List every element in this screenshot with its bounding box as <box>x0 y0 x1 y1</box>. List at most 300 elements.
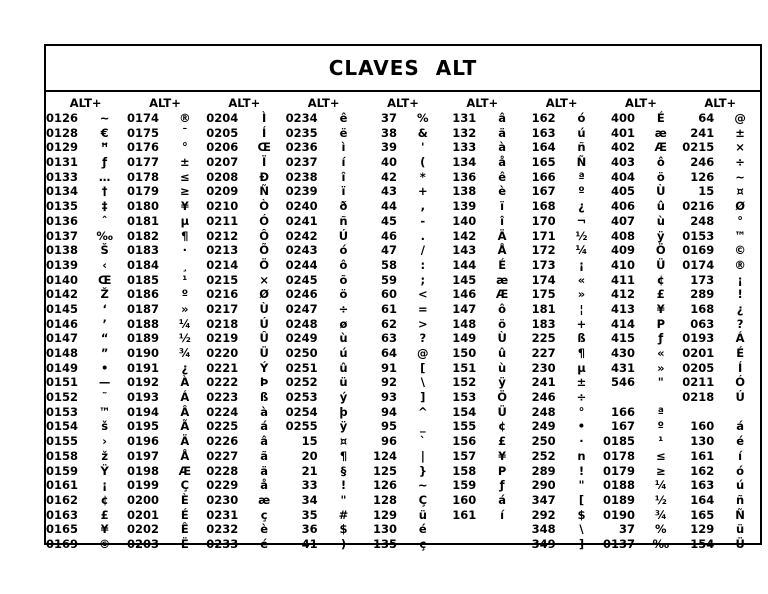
alt-code-number: 174 <box>531 272 556 287</box>
alt-code-character: Ã <box>180 419 190 434</box>
alt-code-character: P <box>497 463 507 478</box>
alt-code-number: 0216 <box>682 199 715 214</box>
alt-code-row <box>363 464 442 479</box>
alt-code-number: 0244 <box>285 257 318 272</box>
alt-code-row <box>284 449 363 464</box>
alt-code-row <box>601 317 680 332</box>
alt-code-row <box>601 302 680 317</box>
alt-code-character: ° <box>181 140 188 155</box>
alt-code-character: , <box>420 199 425 214</box>
alt-code-character: ‰ <box>652 536 670 551</box>
alt-code-character: ö <box>656 169 665 184</box>
alt-code-number: 406 <box>610 199 635 214</box>
alt-code-character: ÷ <box>735 155 745 170</box>
alt-code-row <box>443 331 522 346</box>
alt-code-number: 0213 <box>206 243 239 258</box>
alt-code-character: ~ <box>99 111 110 125</box>
alt-code-row <box>601 331 680 346</box>
alt-code-character: ¶ <box>577 346 586 360</box>
alt-code-character: ½ <box>654 492 667 507</box>
alt-code-character: ï <box>341 184 346 199</box>
alt-code-row <box>681 155 760 170</box>
alt-code-row <box>46 126 125 141</box>
alt-code-character: > <box>417 316 428 331</box>
alt-code-character: á <box>736 419 744 434</box>
alt-code-number: 160 <box>690 419 715 434</box>
alt-code-number: 0225 <box>206 419 239 434</box>
alt-code-number: 161 <box>452 507 477 522</box>
alt-code-number: 249 <box>531 419 556 434</box>
alt-code-row <box>125 419 204 434</box>
alt-code-row <box>363 478 442 493</box>
alt-code-number: 0214 <box>206 257 239 272</box>
alt-code-number: 0137 <box>602 536 635 551</box>
alt-code-character: Ó <box>735 375 745 390</box>
alt-code-number: 250 <box>531 434 556 449</box>
alt-code-row <box>522 434 601 449</box>
alt-code-character: ¥ <box>498 448 507 463</box>
alt-code-number: 145 <box>452 272 477 287</box>
alt-code-number: 164 <box>690 492 715 507</box>
alt-code-character: å <box>498 155 507 170</box>
alt-code-character: + <box>417 184 428 199</box>
alt-code-row <box>125 434 204 449</box>
alt-code-number: 154 <box>452 404 477 419</box>
alt-code-character: ª <box>657 404 665 419</box>
alt-code-row <box>125 155 204 170</box>
alt-code-row <box>443 214 522 229</box>
alt-code-character: Å <box>497 243 507 258</box>
alt-code-character: Ü <box>259 346 269 360</box>
alt-code-character: ‡ <box>101 199 108 214</box>
alt-code-row <box>46 478 125 493</box>
alt-code-number: 129 <box>372 507 397 522</box>
alt-code-row <box>681 331 760 346</box>
alt-code-number: 230 <box>531 360 556 375</box>
alt-code-character: Ù <box>656 184 666 199</box>
alt-code-row <box>443 273 522 288</box>
alt-code-row <box>601 434 680 449</box>
alt-code-character: ¼ <box>654 478 667 493</box>
alt-code-row <box>443 229 522 244</box>
alt-code-row <box>443 287 522 302</box>
alt-code-character: ^ <box>417 404 428 419</box>
alt-code-row <box>205 331 284 346</box>
alt-code-number: 0234 <box>285 111 318 125</box>
alt-code-row <box>205 273 284 288</box>
alt-code-number: 0142 <box>46 287 79 302</box>
alt-code-character: ¥ <box>100 522 109 537</box>
alt-code-number: 0182 <box>126 228 159 243</box>
alt-code-row <box>363 229 442 244</box>
alt-code-character: Í <box>737 360 743 375</box>
alt-code-row <box>125 258 204 273</box>
alt-code-row <box>46 405 125 420</box>
alt-code-row <box>205 508 284 523</box>
alt-code-number: 162 <box>690 463 715 478</box>
alt-code-number: 348 <box>531 522 556 537</box>
alt-code-number: 0218 <box>682 390 715 405</box>
alt-code-character: ¤ <box>736 184 744 199</box>
alt-code-character: Ü <box>497 404 507 419</box>
alt-code-number: 225 <box>531 331 556 346</box>
alt-code-number: 0226 <box>206 434 239 449</box>
alt-code-row <box>681 273 760 288</box>
alt-code-row <box>601 346 680 361</box>
alt-code-character: Ï <box>262 155 267 170</box>
alt-code-row <box>601 493 680 508</box>
alt-code-character: ñ <box>736 492 745 507</box>
alt-code-character: ç <box>260 507 268 522</box>
alt-code-number: 130 <box>690 434 715 449</box>
alt-code-number: 143 <box>452 243 477 258</box>
alt-code-number: 139 <box>452 199 477 214</box>
alt-code-character: ý <box>339 390 348 405</box>
alt-code-number: 0207 <box>206 155 239 170</box>
alt-code-row <box>284 140 363 155</box>
alt-code-number: 34 <box>301 492 318 507</box>
alt-code-character: É <box>180 507 189 522</box>
alt-code-row <box>284 478 363 493</box>
alt-code-number: 166 <box>610 404 635 419</box>
alt-code-row <box>46 317 125 332</box>
alt-code-character: } <box>418 463 427 478</box>
alt-code-row <box>681 317 760 332</box>
alt-code-number: 167 <box>531 184 556 199</box>
alt-code-number: 42 <box>380 169 397 184</box>
alt-code-character: n <box>577 448 586 463</box>
alt-code-character: ™ <box>98 404 111 419</box>
alt-code-character: “ <box>100 331 109 346</box>
alt-code-character: « <box>657 346 665 360</box>
alt-code-row <box>522 111 601 126</box>
alt-code-number: 403 <box>610 155 635 170</box>
alt-code-number: 430 <box>610 346 635 360</box>
alt-code-character: ù <box>339 331 348 346</box>
alt-code-character: [ <box>420 360 426 375</box>
alt-code-character: ƒ <box>102 155 108 170</box>
alt-code-character: ú <box>736 478 745 493</box>
alt-code-number: 64 <box>380 346 397 360</box>
alt-code-row <box>46 464 125 479</box>
alt-code-number: 0149 <box>46 360 79 375</box>
alt-code-character: ø <box>339 316 348 331</box>
alt-code-character: & <box>417 125 428 140</box>
alt-code-character: ó <box>736 463 745 478</box>
alt-code-number: 0250 <box>285 346 318 360</box>
alt-code-row <box>522 229 601 244</box>
alt-code-character: ? <box>419 331 427 346</box>
alt-code-row <box>46 419 125 434</box>
alt-code-character: Ù <box>497 331 507 346</box>
alt-code-row <box>681 287 760 302</box>
alt-code-row <box>284 419 363 434</box>
alt-code-character: ¡ <box>737 272 743 287</box>
alt-code-number <box>681 405 721 420</box>
alt-code-number: 20 <box>301 448 318 463</box>
alt-code-row <box>522 419 601 434</box>
alt-code-character: × <box>735 140 745 155</box>
alt-code-row <box>601 522 680 537</box>
alt-code-character: ì <box>341 140 346 155</box>
alt-code-number: 414 <box>610 316 635 331</box>
alt-code-row <box>601 478 680 493</box>
alt-code-character: ö <box>498 316 507 331</box>
alt-code-number: 0236 <box>285 140 318 155</box>
alt-code-row <box>443 258 522 273</box>
alt-code-row <box>522 126 601 141</box>
alt-code-row <box>205 170 284 185</box>
alt-code-character: Å <box>180 448 190 463</box>
alt-code-number: 0129 <box>46 140 79 155</box>
alt-code-number <box>601 390 641 405</box>
alt-code-row <box>681 508 760 523</box>
alt-code-number: 0174 <box>126 111 159 125</box>
alt-code-row <box>443 140 522 155</box>
alt-code-number: 248 <box>531 404 556 419</box>
alt-code-character: ö <box>339 287 348 302</box>
alt-code-character: ¡ <box>578 257 585 272</box>
alt-code-number: 162 <box>531 111 556 125</box>
alt-code-row <box>125 273 204 288</box>
alt-code-row <box>443 464 522 479</box>
alt-code-character: Ú <box>735 390 745 405</box>
alt-code-row <box>205 419 284 434</box>
alt-code-row <box>284 155 363 170</box>
alt-code-character: ' <box>421 140 425 155</box>
alt-code-character: ¢ <box>498 419 507 434</box>
alt-code-row <box>284 258 363 273</box>
alt-code-row <box>443 390 522 405</box>
alt-code-number: 159 <box>452 478 477 493</box>
alt-code-row <box>125 390 204 405</box>
alt-code-row <box>205 522 284 537</box>
alt-code-character: * <box>419 169 426 184</box>
alt-code-row <box>681 434 760 449</box>
alt-code-character: ñ <box>339 213 348 228</box>
alt-code-character: Ñ <box>735 507 745 522</box>
alt-code-number: 0158 <box>46 448 79 463</box>
alt-code-character: ¾ <box>178 346 191 360</box>
alt-code-number: 125 <box>372 463 397 478</box>
alt-code-row <box>205 199 284 214</box>
alt-code-number: 0232 <box>206 522 239 537</box>
alt-code-character: ð <box>339 199 348 214</box>
alt-code-number: 412 <box>610 287 635 302</box>
alt-code-character: ! <box>737 287 743 302</box>
column-header: ALT+ <box>149 96 181 110</box>
alt-code-column <box>443 96 522 552</box>
alt-code-number: 168 <box>690 301 715 316</box>
alt-code-number: 135 <box>372 536 397 551</box>
alt-code-number: 0233 <box>206 536 239 551</box>
alt-code-character: ≤ <box>655 448 666 463</box>
alt-code-columns <box>46 92 760 552</box>
alt-code-number: 0136 <box>46 213 79 228</box>
alt-code-number: 0227 <box>206 448 239 463</box>
alt-code-number: 0174 <box>682 257 715 272</box>
alt-code-row <box>363 155 442 170</box>
alt-code-number: 0191 <box>126 360 159 375</box>
alt-code-character: [ <box>578 492 585 507</box>
alt-code-row <box>522 508 601 523</box>
alt-code-number: 0211 <box>682 375 715 390</box>
alt-code-row <box>443 478 522 493</box>
alt-code-row <box>46 111 125 126</box>
alt-code-row <box>205 111 284 126</box>
alt-code-character: è <box>498 184 507 199</box>
alt-code-number: 0247 <box>285 301 318 316</box>
alt-code-row <box>125 522 204 537</box>
alt-code-row <box>681 537 760 552</box>
alt-code-number: 227 <box>531 346 556 360</box>
column-header: ALT+ <box>387 96 419 110</box>
alt-code-number: 15 <box>698 184 715 199</box>
alt-code-number: 241 <box>690 125 715 140</box>
alt-code-row <box>681 375 760 390</box>
alt-code-row <box>363 493 442 508</box>
alt-code-character: ó <box>339 243 348 258</box>
alt-code-number: 0204 <box>206 111 239 125</box>
alt-code-number: 156 <box>452 434 477 449</box>
alt-code-character: º <box>578 184 585 199</box>
alt-code-number: 0152 <box>46 390 79 405</box>
alt-code-row <box>363 375 442 390</box>
alt-code-character: Ÿ <box>100 463 109 478</box>
alt-code-character: ¿ <box>181 360 189 375</box>
alt-code-number: 289 <box>690 287 715 302</box>
alt-code-character: É <box>656 111 665 125</box>
alt-code-row <box>522 449 601 464</box>
alt-code-character: @ <box>734 111 746 125</box>
alt-code-row <box>522 361 601 376</box>
alt-code-row <box>205 449 284 464</box>
alt-code-row <box>601 287 680 302</box>
alt-code-character: Æ <box>495 287 509 302</box>
alt-code-character: € <box>100 125 109 140</box>
alt-code-row <box>205 229 284 244</box>
alt-code-row <box>284 184 363 199</box>
alt-code-row <box>443 361 522 376</box>
alt-code-character: æ <box>654 125 667 140</box>
alt-code-number: 146 <box>452 287 477 302</box>
alt-code-character: ’ <box>102 316 107 331</box>
alt-code-number: 0252 <box>285 375 318 390</box>
alt-code-character: ÿ <box>657 228 665 243</box>
alt-code-character: : <box>420 257 426 272</box>
alt-code-row <box>601 273 680 288</box>
alt-code-number: 134 <box>452 155 477 170</box>
alt-code-row <box>443 317 522 332</box>
alt-code-number: 33 <box>301 478 318 493</box>
alt-code-number: 62 <box>380 316 397 331</box>
alt-code-number: 0155 <box>46 434 79 449</box>
alt-code-character: õ <box>339 272 348 287</box>
alt-code-row <box>601 405 680 420</box>
alt-code-number: 126 <box>372 478 397 493</box>
alt-code-number: 401 <box>610 125 635 140</box>
alt-code-character: û <box>339 360 348 375</box>
alt-code-number: 0205 <box>206 125 239 140</box>
alt-code-character: þ <box>339 404 348 419</box>
alt-code-column <box>46 96 125 552</box>
alt-code-character: \ <box>420 375 425 390</box>
alt-codes-sheet <box>44 44 762 551</box>
alt-code-number: 0179 <box>126 184 159 199</box>
alt-code-character: í <box>500 507 505 522</box>
alt-code-number: 0189 <box>602 492 635 507</box>
alt-code-character: î <box>341 169 346 184</box>
alt-code-number: 45 <box>380 213 397 228</box>
alt-code-character: - <box>420 213 426 228</box>
alt-code-number: 154 <box>690 536 715 551</box>
alt-code-row <box>205 126 284 141</box>
alt-code-row <box>363 317 442 332</box>
alt-code-character: å <box>260 478 269 493</box>
alt-code-character: Ø <box>259 287 270 302</box>
alt-code-row <box>363 184 442 199</box>
alt-code-row <box>522 493 601 508</box>
alt-code-character: ¶ <box>339 448 348 463</box>
alt-code-row <box>125 375 204 390</box>
alt-code-number: 155 <box>452 419 477 434</box>
alt-code-character: / <box>420 243 425 258</box>
alt-code-character: ƒ <box>499 478 505 493</box>
alt-code-character: $ <box>339 522 348 537</box>
alt-code-character: … <box>98 169 111 184</box>
alt-code-number: 410 <box>610 257 635 272</box>
alt-code-character: ( <box>420 155 426 170</box>
alt-code-number: 0216 <box>206 287 239 302</box>
alt-code-number: 142 <box>452 228 477 243</box>
alt-code-number: 0140 <box>46 272 79 287</box>
alt-code-number: 0203 <box>126 536 159 551</box>
alt-code-row <box>284 287 363 302</box>
alt-code-number: 39 <box>380 140 397 155</box>
alt-code-row <box>681 170 760 185</box>
alt-code-number: 405 <box>610 184 635 199</box>
alt-code-row <box>443 419 522 434</box>
alt-code-number <box>443 537 483 552</box>
alt-code-row <box>363 140 442 155</box>
alt-code-number: 0190 <box>126 346 159 360</box>
alt-code-row <box>46 449 125 464</box>
alt-code-character: æ <box>496 272 509 287</box>
alt-code-column <box>681 96 760 552</box>
alt-code-row <box>46 273 125 288</box>
alt-code-row <box>125 464 204 479</box>
alt-code-row <box>205 478 284 493</box>
alt-code-number: 37 <box>618 522 635 537</box>
alt-code-character: × <box>259 272 269 287</box>
alt-code-row <box>601 229 680 244</box>
alt-code-number: 173 <box>531 257 556 272</box>
alt-code-character: ½ <box>575 228 588 243</box>
alt-code-character: Ö <box>655 243 666 258</box>
alt-code-number: 0159 <box>46 463 79 478</box>
alt-code-number: 546 <box>610 375 635 390</box>
alt-code-number: 144 <box>452 257 477 272</box>
alt-code-character: Á <box>735 331 745 346</box>
column-header: ALT+ <box>545 96 578 110</box>
alt-code-row <box>125 184 204 199</box>
alt-code-character: ” <box>100 346 109 360</box>
alt-code-number: 0211 <box>206 213 239 228</box>
alt-code-character: ê <box>498 169 507 184</box>
alt-code-row <box>125 493 204 508</box>
alt-code-row <box>522 214 601 229</box>
alt-code-character: ¿ <box>736 301 744 316</box>
